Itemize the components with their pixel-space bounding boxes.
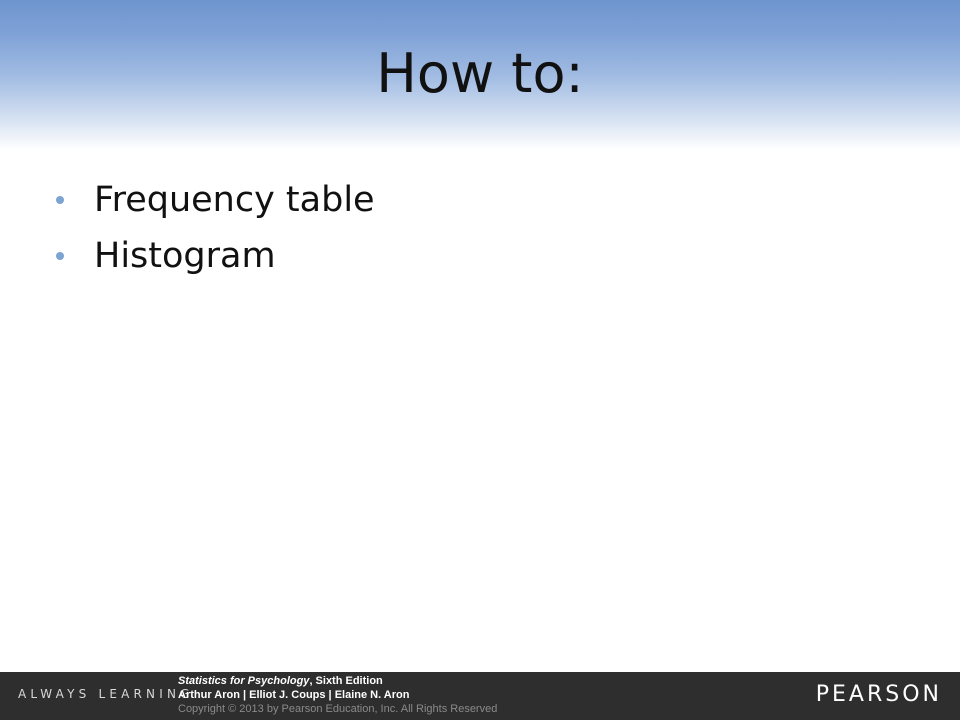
bullet-text: Frequency table xyxy=(94,180,375,220)
book-edition: , Sixth Edition xyxy=(309,675,383,687)
list-item xyxy=(56,172,375,228)
pearson-logo: PEARSON xyxy=(815,682,942,707)
footer-bar xyxy=(0,672,960,720)
bullet-icon xyxy=(56,252,64,260)
book-authors: Arthur Aron | Elliot J. Coups | Elaine N. Aron xyxy=(178,689,410,701)
slide-title: How to: xyxy=(376,42,584,105)
book-info xyxy=(178,674,497,716)
bullet-list xyxy=(56,172,375,284)
list-item xyxy=(56,228,375,284)
always-learning-tagline: ALWAYS LEARNING xyxy=(18,687,194,701)
copyright-notice: Copyright © 2013 by Pearson Education, Inc. All Rights Reserved xyxy=(178,703,498,715)
bullet-text: Histogram xyxy=(94,236,276,276)
bullet-icon xyxy=(56,196,64,204)
book-title-line xyxy=(178,674,497,688)
book-title: Statistics for Psychology xyxy=(178,675,310,687)
